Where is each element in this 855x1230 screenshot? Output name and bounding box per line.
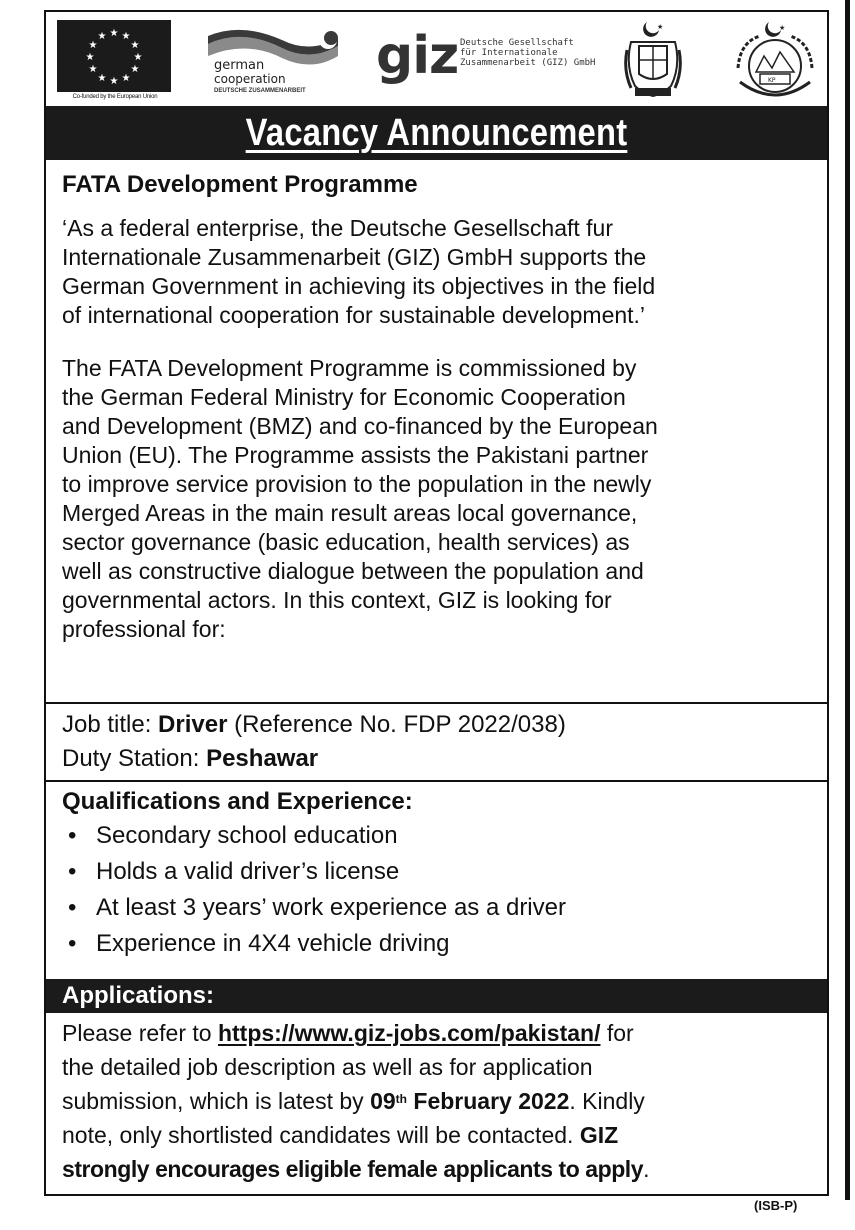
logo-strip — [46, 12, 827, 104]
svg-text:★: ★ — [121, 73, 131, 84]
list-item: • At least 3 years’ work experience as a driver — [62, 890, 818, 926]
kp-government-emblem-icon — [730, 20, 820, 102]
bullet-icon: • — [68, 930, 77, 957]
duty-station-row: Duty Station: Peshawar — [62, 745, 319, 772]
eu-logo — [57, 20, 173, 106]
applications-heading: Applications: — [46, 979, 827, 1013]
german-cooperation-logo — [202, 26, 342, 100]
divider — [46, 702, 827, 704]
svg-text:★: ★ — [779, 24, 786, 32]
svg-text:★: ★ — [130, 40, 140, 51]
svg-text:★: ★ — [109, 76, 119, 87]
giz-jobs-link[interactable]: https://www.giz-jobs.com/pakistan/ — [217, 1020, 601, 1046]
job-title-value: Driver — [158, 711, 228, 738]
qualifications-list — [62, 818, 818, 962]
bullet-icon: • — [68, 822, 77, 849]
deadline-date: 09th February 2022 — [370, 1088, 570, 1114]
svg-text:★: ★ — [109, 28, 119, 39]
svg-text:★: ★ — [133, 52, 143, 63]
bullet-icon: • — [68, 894, 77, 921]
svg-text:★: ★ — [88, 40, 98, 51]
cooperation-word: cooperation — [214, 72, 286, 86]
eu-caption: Co-funded by the European Union — [72, 94, 158, 100]
publication-code: (ISB-P) — [754, 1198, 798, 1213]
svg-text:★: ★ — [85, 52, 95, 63]
german-word: german — [214, 58, 265, 73]
vacancy-advertisement — [44, 10, 829, 1196]
giz-wordmark: giz — [376, 26, 459, 86]
divider — [46, 780, 827, 782]
pakistan-emblem-icon — [621, 20, 685, 100]
qualifications-heading: Qualifications and Experience: — [62, 788, 413, 815]
header-band — [46, 106, 827, 160]
svg-text:★: ★ — [88, 64, 98, 75]
german-cooperation-tagline: DEUTSCHE ZUSAMMENARBEIT — [214, 88, 306, 94]
page-title: Vacancy Announcement — [245, 112, 628, 154]
svg-text:★: ★ — [97, 73, 107, 84]
programme-description: The FATA Development Programme is commissioned by the German Federal Ministry for Economic Cooperation and Development (BMZ) and co-financed by the European Union (EU). The Programme assists the Pakistani partner to improve service provision to the population in the newly Merged Areas in the main result areas local governance, sector governance (basic education, health services) as well as constructive dialogue between the population and governmental actors. In this context, GIZ is looking for professional for: — [62, 355, 658, 642]
bullet-icon: • — [68, 858, 77, 885]
giz-logo — [370, 26, 610, 90]
qualifications-section — [62, 786, 818, 962]
list-item: • Experience in 4X4 vehicle driving — [62, 926, 818, 962]
svg-text:★: ★ — [121, 31, 131, 42]
list-item: • Holds a valid driver’s license — [62, 854, 818, 890]
svg-text:★: ★ — [97, 31, 107, 42]
job-reference: (Reference No. FDP 2022/038) — [227, 711, 566, 738]
svg-text:KP: KP — [768, 77, 776, 84]
programme-quote: ‘As a federal enterprise, the Deutsche Gesellschaft fur Internationale Zusammenarbeit (GIZ) GmbH supports the German Government in achieving its objectives in the field of international cooperation for sustainable development.’ — [62, 215, 656, 328]
giz-organisation-name: Deutsche Gesellschaft für Internationale Zusammenarbeit (GIZ) GmbH — [460, 38, 596, 68]
duty-station-value: Peshawar — [206, 745, 319, 772]
list-item: • Secondary school education — [62, 818, 818, 854]
programme-title: FATA Development Programme — [62, 171, 418, 198]
job-details — [62, 708, 818, 776]
eu-flag-icon — [57, 20, 171, 92]
job-title-row: Job title: Driver (Reference No. FDP 2022/038) — [62, 711, 566, 738]
svg-text:★: ★ — [130, 64, 140, 75]
page-edge-rule — [845, 0, 850, 1200]
svg-text:★: ★ — [320, 39, 327, 47]
svg-text:★: ★ — [657, 23, 664, 31]
applications-text: Please refer to https://www.giz-jobs.com/pakistan/ for the detailed job description as well as for application submission, which is latest by 09th February 2022. Kindly note, only shortlisted candidates will be contacted. GIZ strongly encourages eligible female applicants to apply. — [62, 1020, 650, 1182]
encouragement-statement: strongly encourages eligible female applicants to apply — [62, 1156, 644, 1182]
